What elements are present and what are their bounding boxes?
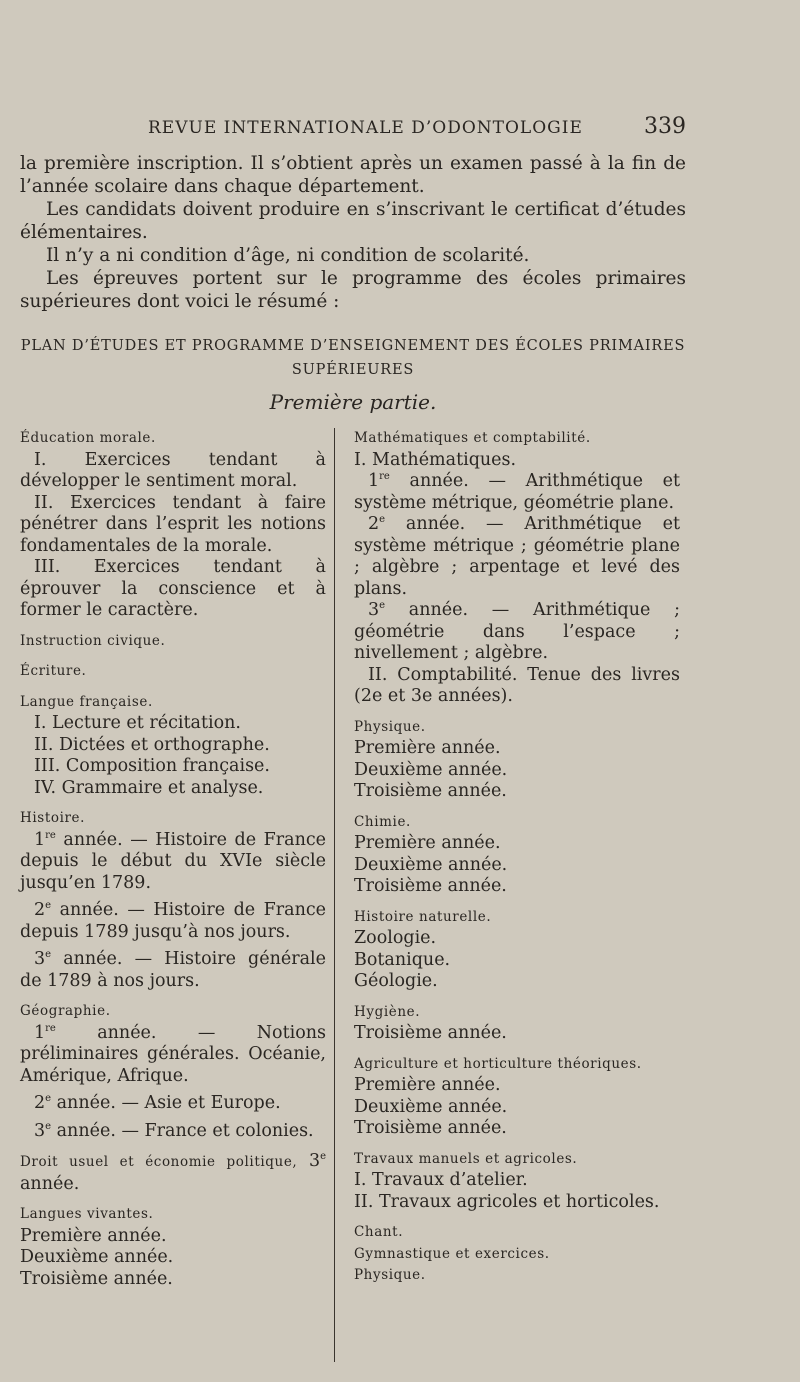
subject-item: III. Exercices tendant à éprouver la conscience et à former le caractère. [20,557,326,620]
subject-item: I. Mathématiques. [354,449,517,470]
intro-paragraph: Les épreuves portent sur le programme des écoles primaires supérieures dont voici le résumé : [20,268,686,312]
subject-item: Troisième année. [20,1268,173,1289]
section-heading-line: PLAN D’ÉTUDES ET PROGRAMME D’ENSEIGNEMENT DES ÉCOLES PRIMAIRES [20,338,686,354]
subject-item: Première année. [354,738,501,758]
subject-item [20,1023,326,1088]
intro-paragraph: Il n’y a ni condition d’âge, ni condition de scolarité. [46,245,530,266]
subject-item [20,830,326,895]
intro-paragraph: Les candidats doivent produire en s’inscrivant le certificat d’études élémentaires. [20,199,686,243]
subject-item: II. Dictées et orthographe. [34,734,270,755]
ordinal-suffix: e [45,900,52,912]
page-number: 339 [644,114,686,139]
subject-item: I. Lecture et récitation. [34,713,241,733]
subject-heading: Langue française. [20,693,153,710]
subject-item [20,1093,326,1115]
subject-heading: Gymnastique et exercices. [354,1245,550,1262]
subject-heading: Géographie. [20,1003,111,1019]
subject-item: Troisième année. [354,781,507,801]
subject-item: I. Travaux d’atelier. [354,1170,528,1190]
year-text: année. — Arithmétique et système métrique, géométrie plane. [354,471,680,513]
subject-item [20,1151,326,1195]
subject-heading: Physique. [354,718,426,735]
subject-item: Première année. [354,833,501,853]
subject-heading: Langues vivantes. [20,1206,154,1222]
subject-heading: Droit usuel et économie politique, [20,1154,298,1170]
year-text: année. [20,1173,80,1194]
subject-item [20,1121,326,1143]
year-text: année. — Notions préliminaires générales. Océanie, Amérique, Afrique. [20,1022,326,1086]
ordinal-suffix: e [45,1093,52,1105]
subject-item: I. Exercices tendant à développer le sentiment moral. [20,449,326,491]
year-text: année. — Histoire de France depuis 1789 jusqu’à nos jours. [20,900,326,942]
subject-heading: Chimie. [354,813,411,830]
section-heading-line: SUPÉRIEURES [291,362,415,378]
ordinal-suffix: re [45,829,56,841]
subject-item: Géologie. [354,971,438,991]
year-text: année. — Histoire de France depuis le début du XVIe siècle jusqu’en 1789. [20,829,326,893]
ordinal-suffix: e [320,1151,326,1163]
subject-item [354,600,680,665]
ordinal-suffix: e [379,600,386,612]
year-number: 3 [368,600,380,620]
subject-item: Botanique. [354,949,451,970]
journal-title: REVUE INTERNATIONALE D’ODONTOLOGIE [148,118,583,138]
subject-heading: Mathématiques et comptabilité. [354,430,591,446]
subject-heading: Chant. [354,1224,404,1240]
ordinal-suffix: e [379,514,386,526]
intro-text [20,152,686,313]
year-text: année. — Asie et Europe. [51,1093,281,1113]
subject-item [354,471,680,514]
year-number: 2 [34,1093,46,1113]
subject-heading: Hygiène. [354,1003,421,1020]
subject-heading: Histoire naturelle. [354,908,492,925]
right-column [354,428,680,1287]
year-text: année. — Histoire générale de 1789 à nos jours. [20,949,326,991]
year-number: 2 [34,900,46,920]
year-number: 3 [308,1151,321,1171]
section-heading [20,334,686,382]
subject-item [354,514,680,600]
subject-item: Première année. [20,1225,167,1246]
subject-item [20,900,326,943]
subject-heading: Éducation morale. [20,430,156,446]
part-title: Première partie. [269,390,437,414]
year-number: 3 [34,949,46,969]
subject-item: Deuxième année. [354,759,508,780]
running-head [148,116,686,142]
subject-item: II. Exercices tendant à faire pénétrer dans l’esprit les notions fondamentales de la morale. [20,492,326,556]
year-number: 1 [34,1022,46,1043]
subject-heading: Écriture. [20,663,87,679]
subject-item: Troisième année. [354,1023,507,1043]
subject-heading: Histoire. [20,810,86,826]
ordinal-suffix: re [379,471,390,483]
ordinal-suffix: re [45,1022,56,1034]
subject-heading: Instruction civique. [20,632,166,649]
subject-item [20,949,326,992]
ordinal-suffix: e [45,949,52,961]
subject-heading: Travaux manuels et agricoles. [354,1150,578,1167]
subject-heading: Agriculture et horticulture théoriques. [354,1055,642,1072]
year-text: année. — Arithmétique et système métrique ; géométrie plane ; algèbre ; arpentage et levé des plans. [354,514,680,599]
subject-item: III. Composition française. [34,756,270,776]
subject-item: II. Comptabilité. Tenue des livres (2e et 3e années). [354,664,680,706]
year-number: 1 [34,829,46,850]
year-number: 3 [34,1120,46,1141]
year-number: 2 [368,514,380,534]
ordinal-suffix: e [45,1120,52,1132]
intro-paragraph: la première inscription. Il s’obtient après un examen passé à la fin de l’année scolaire dans chaque département. [20,153,686,197]
left-column [20,428,326,1290]
subject-item: Deuxième année. [20,1247,174,1267]
subject-item: Troisième année. [354,876,507,896]
year-number: 1 [368,471,380,491]
column-divider [334,428,335,1362]
subject-heading: Physique. [354,1267,426,1283]
subject-item: Première année. [354,1075,501,1095]
subject-item: Troisième année. [354,1118,507,1138]
subject-item: Deuxième année. [354,1096,508,1117]
subject-item: Zoologie. [354,928,437,948]
subject-item: IV. Grammaire et analyse. [34,777,264,798]
subject-item: Deuxième année. [354,854,508,875]
year-text: année. — France et colonies. [51,1120,314,1141]
subject-item: II. Travaux agricoles et horticoles. [354,1191,660,1212]
year-text: année. — Arithmétique ; géométrie dans l’espace ; nivellement ; algèbre. [354,600,680,663]
